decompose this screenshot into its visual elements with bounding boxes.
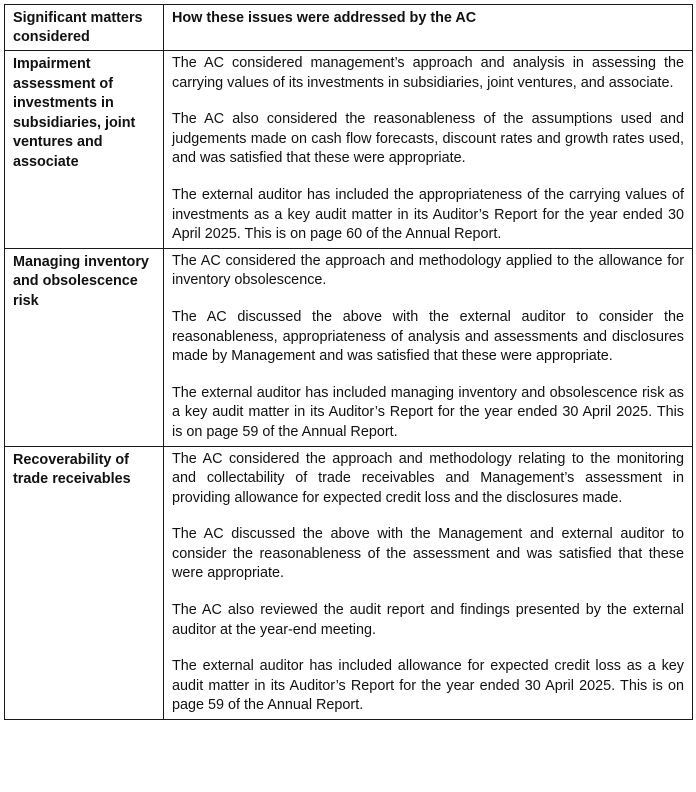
- table-row: [5, 446, 693, 720]
- paragraph: The AC discussed the above with the external auditor to consider the reasonableness, appropriateness of analysis and assessments and disclosures made by Management and was satisfied that these were appropriate.: [172, 308, 684, 365]
- addressed-cell: [164, 51, 693, 249]
- paragraph: The AC considered management’s approach and analysis in assessing the carrying values of its investments in subsidiaries, joint ventures, and associate.: [172, 55, 684, 91]
- table-row: [5, 51, 693, 249]
- paragraph: The external auditor has included managing inventory and obsolescence risk as a key audit matter in its Auditor’s Report for the year ended 30 April 2025. This is on page 59 of the Annual Report.: [172, 384, 684, 440]
- addressed-cell: [164, 446, 693, 720]
- paragraph: The external auditor has included allowance for expected credit loss as a key audit matter in its Auditor’s Report for the year ended 30 April 2025. This is on page 59 of the Annual Report.: [172, 658, 684, 714]
- matter-cell: Recoverability of trade receivables: [5, 446, 164, 720]
- table-row: [5, 248, 693, 446]
- audit-committee-matters-document: [4, 4, 692, 720]
- paragraph: The AC considered the approach and methodology applied to the allowance for inventory obsolescence.: [172, 252, 684, 289]
- paragraph: The AC also considered the reasonableness of the assumptions used and judgements made on cash flow forecasts, discount rates and growth rates used, and was satisfied that these were appropriate.: [172, 111, 684, 167]
- header-how-addressed: How these issues were addressed by the AC: [164, 5, 693, 51]
- paragraph: The AC discussed the above with the Management and external auditor to consider the reasonableness of the assessment and was satisfied that these were appropriate.: [172, 526, 684, 582]
- matter-cell: Impairment assessment of investments in subsidiaries, joint ventures and associate: [5, 51, 164, 249]
- matter-cell: Managing inventory and obsolescence risk: [5, 248, 164, 446]
- table-header-row: [5, 5, 693, 51]
- paragraph: The external auditor has included the appropriateness of the carrying values of investments as a key audit matter in its Auditor’s Report for the year ended 30 April 2025. This is on page 60 of the Annual Report.: [172, 186, 684, 243]
- addressed-cell: [164, 248, 693, 446]
- paragraph: The AC also reviewed the audit report and findings presented by the external auditor at the year-end meeting.: [172, 602, 684, 638]
- significant-matters-table: [4, 4, 693, 720]
- header-significant-matters: Significant matters considered: [5, 5, 164, 51]
- paragraph: The AC considered the approach and methodology relating to the monitoring and collectability of trade receivables and Management’s assessment in providing allowance for expected credit loss and the disclosures made.: [172, 450, 684, 506]
